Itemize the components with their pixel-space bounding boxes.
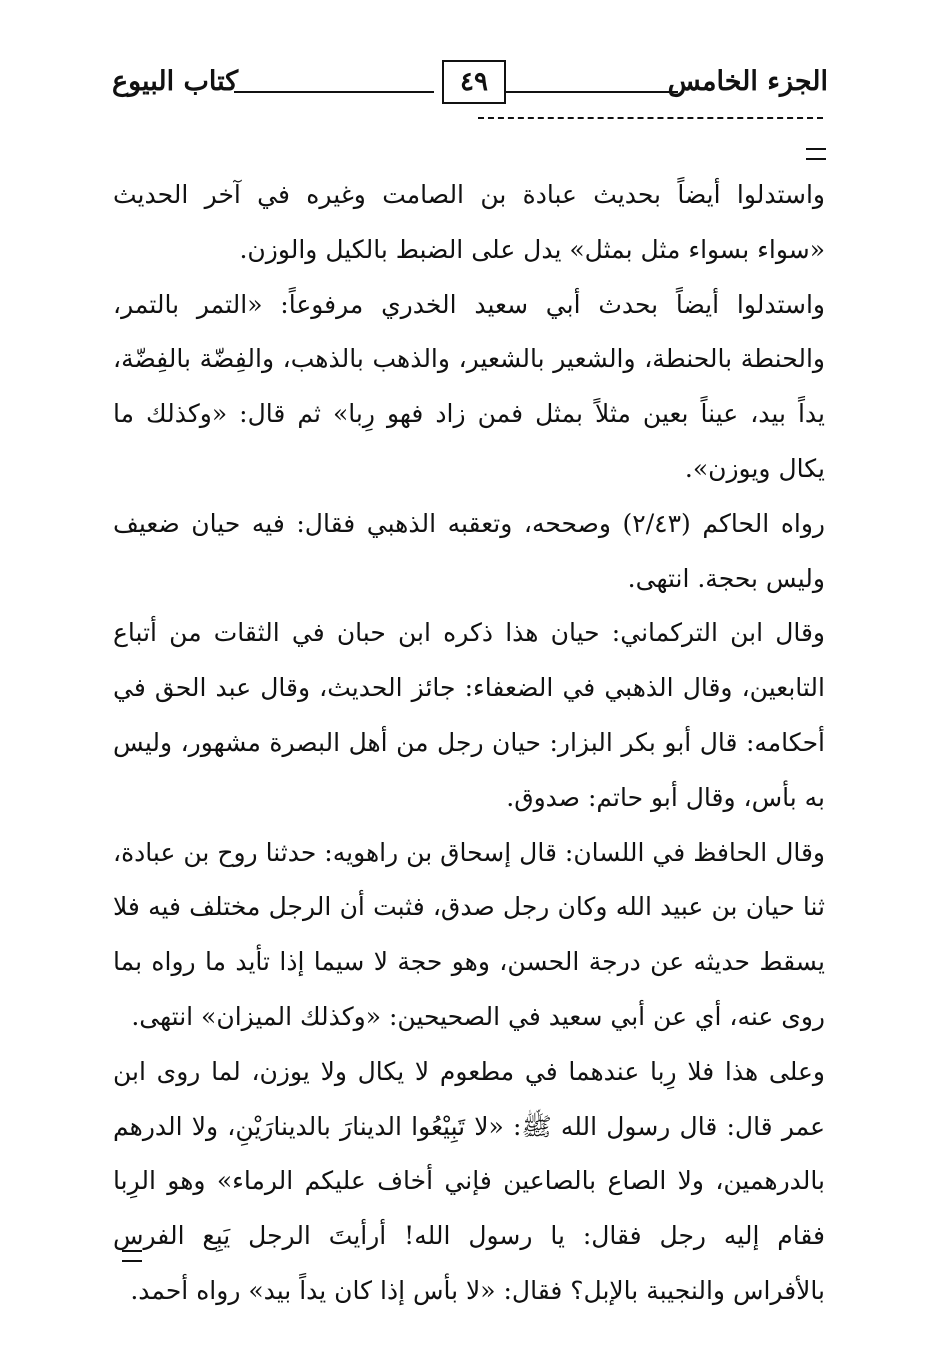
paragraph-2: واستدلوا أيضاً بحدث أبي سعيد الخدري مرفوعاً: «التمر بالتمر، والحنطة بالحنطة، والشعير بالشعير، والذهب بالذهب، والفِضّة بالفِضّة، يداً بيد، عيناً بعين مثلاً بمثل فمن زاد فهو رِبا» ثم قال: «وكذلك ما يكال ويوزن».: [113, 289, 825, 483]
paragraph-4: وقال ابن التركماني: حيان هذا ذكره ابن حبان في الثقات من أتباع التابعين، وقال الذهبي في الضعفاء: جائز الحديث، وقال عبد الحق في أحكامه: قال أبو بكر البزار: حيان رجل من أهل البصرة مشهور، وليس به بأس، وقال أبو حاتم: صدوق.: [113, 618, 826, 812]
page-header: [112, 58, 828, 108]
section-mark-bottom: [122, 1250, 142, 1262]
header-rule-right: [502, 91, 678, 93]
paragraph-5: وقال الحافظ في اللسان: قال إسحاق بن راهويه: حدثنا روح بن عبادة، ثنا حيان بن عبيد الله وكان رجل صدق، فثبت أن الرجل مختلف فيه فلا يسقط حديثه عن درجة الحسن، وهو حجة لا سيما إذا تأيد ما رواه بما روى عنه، أي عن أبي سعيد في الصحيحين: «وكذلك الميزان» انتهى.: [113, 837, 825, 1031]
header-dashed-divider: [478, 117, 823, 119]
header-rule-left: [234, 91, 434, 93]
book-title: كتاب البيوع: [112, 66, 239, 97]
page-number: ٤٩: [442, 60, 506, 104]
section-mark-top: [806, 148, 826, 160]
paragraph-1: واستدلوا أيضاً بحديث عبادة بن الصامت وغيره في آخر الحديث «سواء بسواء مثل بمثل» يدل على الضبط بالكيل والوزن.: [113, 180, 825, 264]
paragraph-6: وعلى هذا فلا رِبا عندهما في مطعوم لا يكال ولا يوزن، لما روى ابن عمر قال: قال رسول الله ﷺ: «لا تَبِيْعُوا الدينارَ بالدينارَيْنِ، ولا الدرهم بالدرهمين، ولا الصاع بالصاعين فإني أخاف عليكم الرماء» وهو الرِبا فقام إليه رجل فقال: يا رسول الله! أرأيتَ الرجل يَبِع الفرس بالأفراس والنجيبة بالإبل؟ فقال: «لا بأس إذا كان يداً بيد» رواه أحمد.: [113, 1056, 825, 1305]
part-title: الجزء الخامس: [667, 66, 828, 97]
main-text: [113, 168, 825, 1319]
paragraph-3: رواه الحاكم (٢/٤٣) وصححه، وتعقبه الذهبي فقال: فيه حيان ضعيف وليس بحجة. انتهى.: [113, 508, 826, 593]
